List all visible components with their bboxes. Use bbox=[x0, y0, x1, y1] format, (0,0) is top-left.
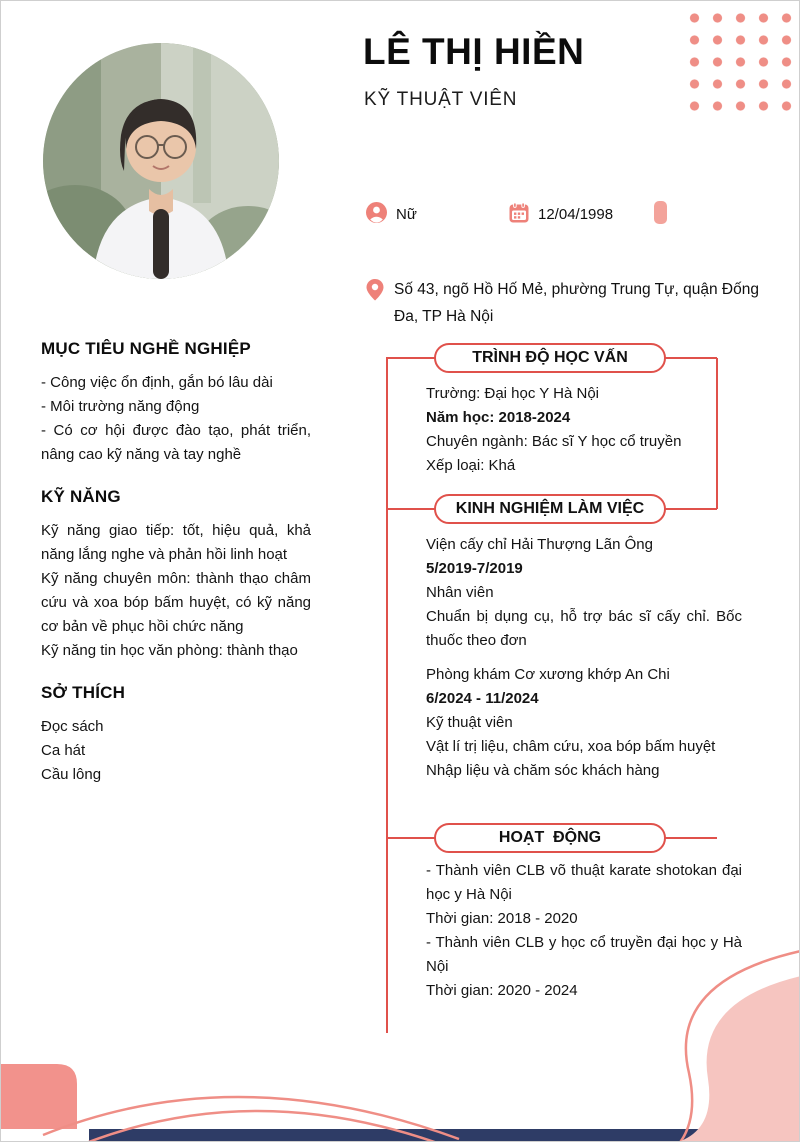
activity-item: - Thành viên CLB y học cổ truyền đại học y Hà Nội bbox=[426, 934, 742, 975]
job-entry bbox=[426, 533, 742, 653]
candidate-name: LÊ THỊ HIỀN bbox=[363, 31, 585, 72]
objective-heading: MỤC TIÊU NGHỀ NGHIỆP bbox=[41, 339, 251, 358]
objective-item: - Công việc ổn định, gắn bó lâu dài bbox=[41, 374, 273, 391]
activity-item: - Thành viên CLB võ thuật karate shotokan đại học y Hà Nội bbox=[426, 862, 742, 903]
job-organization: Phòng khám Cơ xương khớp An Chi bbox=[426, 666, 670, 683]
activities-section-header bbox=[434, 823, 666, 853]
experience-section bbox=[426, 533, 742, 783]
skills-heading: KỸ NĂNG bbox=[41, 487, 121, 506]
gender-field bbox=[366, 202, 417, 227]
education-major: Chuyên ngành: Bác sĩ Y học cổ truyền bbox=[426, 433, 682, 450]
candidate-job-title: KỸ THUẬT VIÊN bbox=[364, 89, 518, 110]
wave-line-decoration-2 bbox=[81, 1111, 443, 1142]
job-period: 5/2019-7/2019 bbox=[426, 560, 523, 577]
job-period: 6/2024 - 11/2024 bbox=[426, 690, 539, 707]
education-school: Trường: Đại học Y Hà Nội bbox=[426, 385, 600, 402]
corner-square-decoration bbox=[1, 1064, 77, 1129]
left-column bbox=[41, 339, 311, 787]
job-role: Kỹ thuật viên bbox=[426, 714, 513, 731]
profile-photo-image bbox=[43, 43, 279, 279]
skill-item: Kỹ năng chuyên môn: thành thạo châm cứu và xoa bóp bấm huyệt, có kỹ năng cơ bản về phục hồi chức năng bbox=[41, 570, 311, 635]
hobbies-heading: SỞ THÍCH bbox=[41, 683, 126, 702]
address-value: Số 43, ngõ Hồ Hố Mẻ, phường Trung Tự, quận Đống Đa, TP Hà Nội bbox=[394, 281, 759, 325]
address-field bbox=[366, 276, 762, 330]
skill-item: Kỹ năng tin học văn phòng: thành thạo bbox=[41, 642, 298, 659]
job-entry bbox=[426, 663, 742, 783]
calendar-icon bbox=[509, 202, 529, 227]
skill-item: Kỹ năng giao tiếp: tốt, hiệu quả, khả năng lắng nghe và phản hồi linh hoạt bbox=[41, 522, 311, 563]
education-section bbox=[426, 382, 742, 478]
activities-section bbox=[426, 859, 742, 1003]
education-grade: Xếp loại: Khá bbox=[426, 457, 516, 474]
objective-item: - Môi trường năng động bbox=[41, 398, 200, 415]
person-icon bbox=[366, 202, 387, 227]
education-years: Năm học: 2018-2024 bbox=[426, 409, 571, 426]
education-section-header bbox=[434, 343, 666, 373]
phone-field bbox=[654, 201, 667, 228]
hobby-item: Đọc sách bbox=[41, 718, 104, 735]
job-description: Vật lí trị liệu, châm cứu, xoa bóp bấm huyệt bbox=[426, 738, 716, 755]
job-description: Chuẩn bị dụng cụ, hỗ trợ bác sĩ cấy chỉ. Bốc thuốc theo đơn bbox=[426, 608, 742, 649]
birthdate-field bbox=[509, 202, 613, 227]
profile-photo bbox=[43, 43, 279, 279]
objective-item: - Có cơ hội được đào tạo, phát triển, nâng cao kỹ năng và tay nghề bbox=[41, 422, 311, 463]
location-pin-icon bbox=[366, 279, 384, 306]
activity-item: Thời gian: 2018 - 2020 bbox=[426, 910, 578, 927]
birthdate-value: 12/04/1998 bbox=[538, 206, 614, 223]
phone-icon bbox=[654, 201, 667, 228]
wave-line-decoration bbox=[43, 1097, 459, 1139]
experience-heading-label: KINH NGHIỆM LÀM VIỆC bbox=[455, 500, 645, 517]
education-heading-label: TRÌNH ĐỘ HỌC VẤN bbox=[472, 349, 628, 366]
gender-value: Nữ bbox=[396, 206, 417, 223]
footer-bar bbox=[89, 1129, 800, 1142]
hobby-item: Cầu lông bbox=[41, 766, 102, 783]
experience-section-header bbox=[434, 494, 666, 524]
job-description: Nhập liệu và chăm sóc khách hàng bbox=[426, 762, 660, 779]
job-role: Nhân viên bbox=[426, 584, 494, 601]
activities-heading-label: HOẠT ĐỘNG bbox=[498, 829, 602, 846]
dot-grid-decoration bbox=[683, 7, 799, 119]
hobby-item: Ca hát bbox=[41, 742, 86, 759]
activity-item: Thời gian: 2020 - 2024 bbox=[426, 982, 578, 999]
job-organization: Viện cấy chỉ Hải Thượng Lãn Ông bbox=[426, 536, 653, 553]
